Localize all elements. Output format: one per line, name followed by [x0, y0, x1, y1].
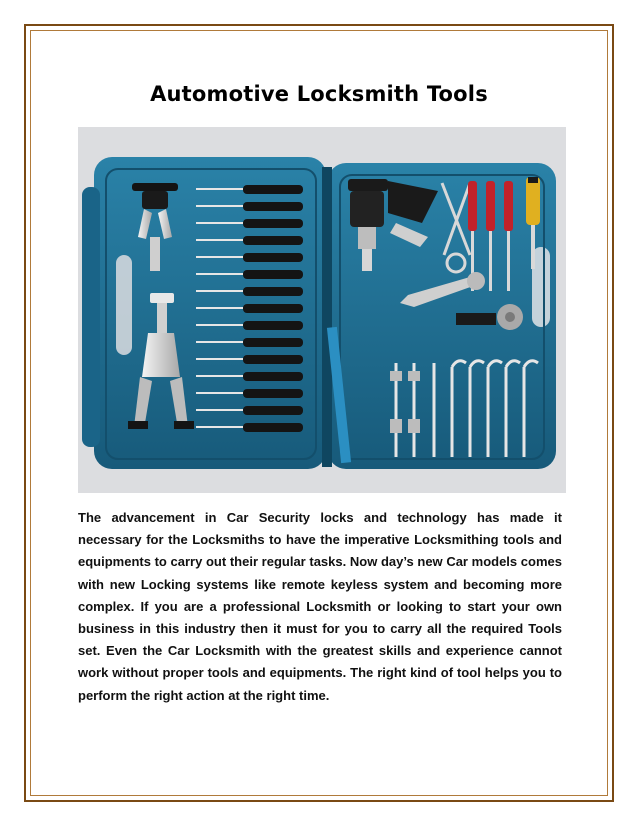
body-paragraph: The advancement in Car Security locks and technology has made it necessary for the Locksmiths to have the imperative Locksmithing tools and equipments to carry out their regular tasks. Now day’s new Car models comes with new Locking systems like remote keyless system and becoming more complex. If you are a professional Locksmith or looking to start your own business in this industry then it must for you to carry all the required Tools set. Even the Car Locksmith with the greatest skills and experience cannot work without proper tools and equipments. The right kind of tool helps you to perform the right action at the right time. — [78, 510, 562, 703]
page-title: Automotive Locksmith Tools — [150, 82, 488, 106]
locksmith-tool-case-photo — [78, 127, 566, 493]
